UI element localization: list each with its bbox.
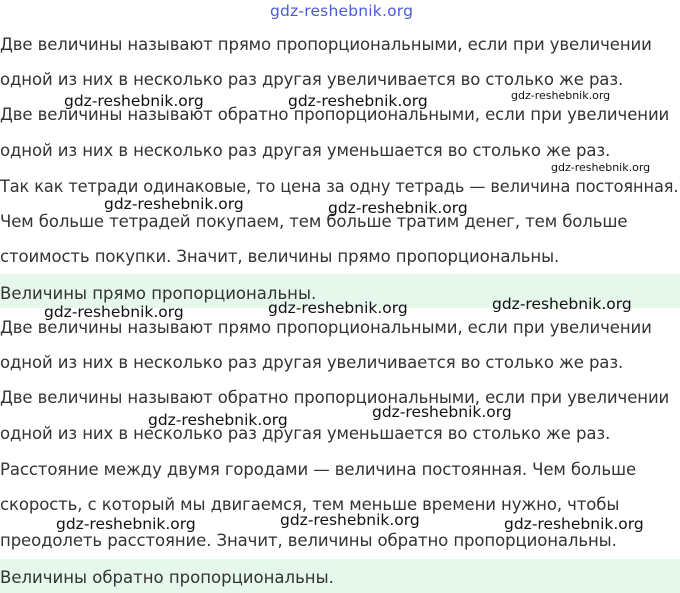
- watermark: gdz-reshebnik.org: [268, 299, 408, 317]
- answer-text: Величины прямо пропорциональны.: [0, 284, 317, 303]
- text-line: одной из них в несколько раз другая увеличивается во столько же раз.: [0, 353, 624, 372]
- text-line: одной из них в несколько раз другая уменьшается во столько же раз.: [0, 424, 611, 443]
- watermark: gdz-reshebnik.org: [551, 161, 651, 174]
- watermark: gdz-reshebnik.org: [492, 295, 632, 313]
- watermark: gdz-reshebnik.org: [504, 515, 644, 533]
- text-line: преодолеть расстояние. Значит, величины обратно пропорциональны.: [0, 531, 617, 550]
- text-line: Две величины называют обратно пропорциональными, если при увеличении: [0, 105, 670, 124]
- text-line: Две величины называют прямо пропорциональными, если при увеличении: [0, 35, 652, 54]
- text-line: Так как тетради одинаковые, то цена за одну тетрадь — величина постоянная.: [0, 177, 679, 196]
- text-line: Две величины называют обратно пропорциональными, если при увеличении: [0, 388, 670, 407]
- watermark: gdz-reshebnik.org: [280, 511, 420, 529]
- text-line: скорость, с который мы двигаемся, тем меньше времени нужно, чтобы: [0, 495, 620, 514]
- watermark: gdz-reshebnik.org: [56, 515, 196, 533]
- watermark: gdz-reshebnik.org: [104, 195, 244, 213]
- watermark: gdz-reshebnik.org: [148, 411, 288, 429]
- answer-text: Величины обратно пропорциональны.: [0, 568, 334, 587]
- text-line: стоимость покупки. Значит, величины прямо пропорциональны.: [0, 247, 560, 266]
- text-line: Расстояние между двумя городами — величина постоянная. Чем больше: [0, 460, 637, 479]
- watermark: gdz-reshebnik.org: [64, 92, 204, 110]
- text-line: одной из них в несколько раз другая уменьшается во столько же раз.: [0, 141, 611, 160]
- header-watermark: gdz-reshebnik.org: [270, 2, 414, 20]
- text-line: Чем больше тетрадей покупаем, тем больше тратим денег, тем больше: [0, 212, 628, 231]
- watermark: gdz-reshebnik.org: [44, 303, 184, 321]
- watermark: gdz-reshebnik.org: [328, 199, 468, 217]
- text-line: Две величины называют прямо пропорциональными, если при увеличении: [0, 318, 652, 337]
- watermark: gdz-reshebnik.org: [372, 403, 512, 421]
- watermark: gdz-reshebnik.org: [288, 92, 428, 110]
- text-line: одной из них в несколько раз другая увеличивается во столько же раз.: [0, 70, 624, 89]
- watermark: gdz-reshebnik.org: [511, 89, 611, 102]
